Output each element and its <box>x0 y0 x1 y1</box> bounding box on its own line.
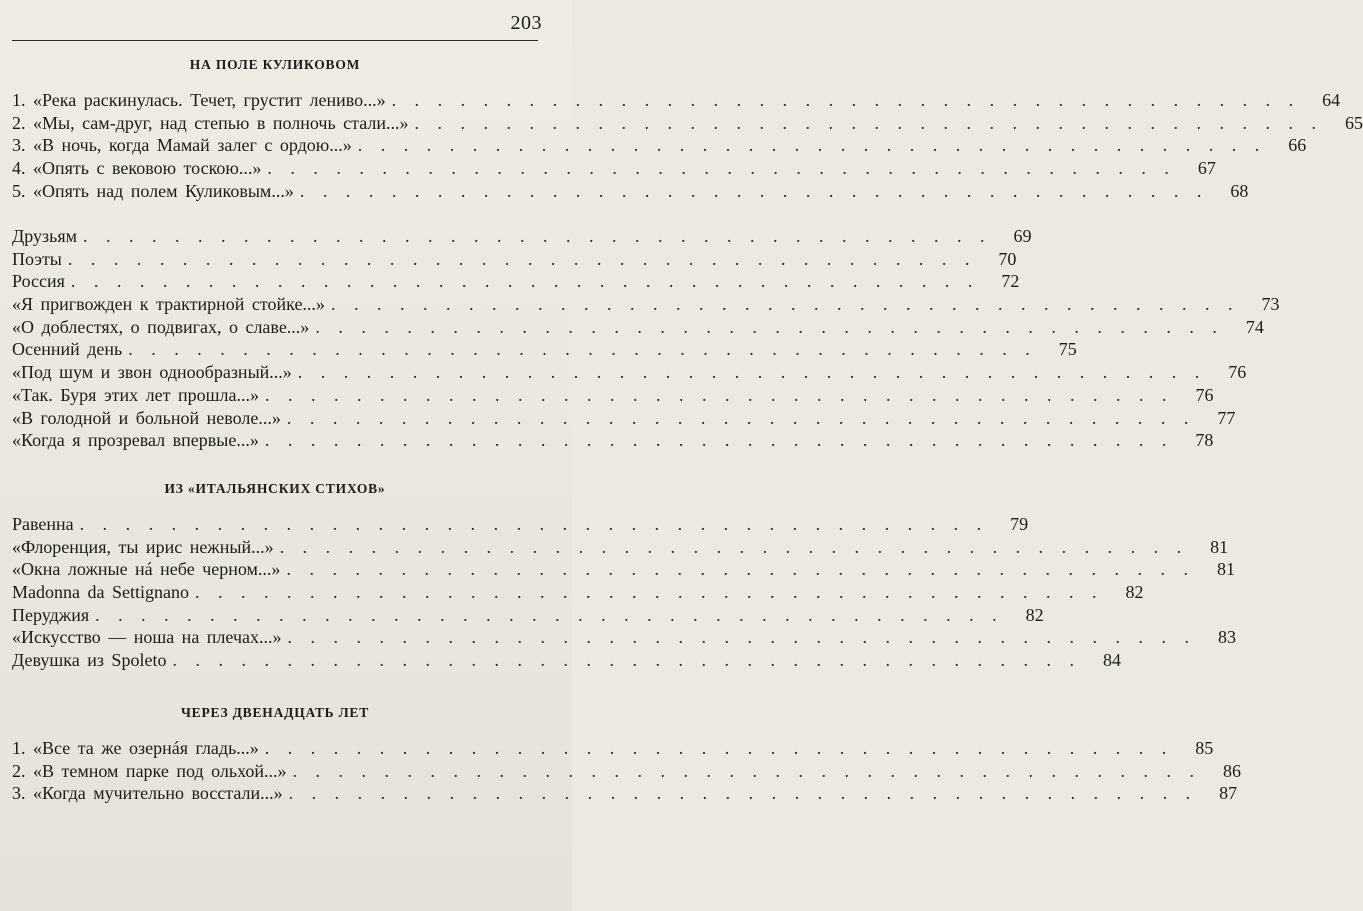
toc-entry-title: Поэты <box>12 248 62 269</box>
toc-entry-page: 64 <box>1322 90 1341 110</box>
toc-leader: . . . . . . . . . . . . . . . . . . . . . . . . . . . . . . . . . . . . . . . . <box>67 248 977 269</box>
toc-entry[interactable] <box>12 650 1121 673</box>
toc-entry-title: «О доблестях, о подвигах, о славе...» <box>12 316 310 337</box>
toc-entry-title: Равенна <box>12 514 74 534</box>
toc-list-kulikovo <box>12 90 1363 203</box>
toc-entry[interactable] <box>12 180 1249 204</box>
toc-entry-page: 79 <box>1010 514 1029 534</box>
toc-leader: . . . . . . . . . . . . . . . . . . . . . . . . . . . . . . . . . . . . . . . . <box>391 90 1301 110</box>
toc-entry-page: 70 <box>998 248 1017 269</box>
toc-entry-page: 76 <box>1228 362 1247 383</box>
toc-entry-page: 87 <box>1219 783 1238 804</box>
toc-leader: . . . . . . . . . . . . . . . . . . . . . . . . . . . . . . . . . . . . . . . . <box>264 384 1174 405</box>
toc-entry-title: «Искусство — ноша на плечах...» <box>12 627 282 648</box>
toc-entry-page: 68 <box>1230 180 1249 201</box>
toc-entry-title: Madonna da Settignano <box>12 582 189 603</box>
toc-entry[interactable] <box>12 627 1237 650</box>
toc-entry[interactable] <box>12 316 1264 340</box>
toc-leader: . . . . . . . . . . . . . . . . . . . . . . . . . . . . . . . . . . . . . . . . <box>287 627 1197 648</box>
toc-entry[interactable] <box>12 294 1280 317</box>
toc-entry[interactable] <box>12 760 1242 784</box>
toc-entry-page: 75 <box>1058 339 1077 360</box>
page-number: 203 <box>510 12 542 34</box>
toc-leader: . . . . . . . . . . . . . . . . . . . . . . . . . . . . . . . . . . . . . . . . <box>279 536 1189 557</box>
toc-leader: . . . . . . . . . . . . . . . . . . . . . . . . . . . . . . . . . . . . . . . . <box>299 180 1209 201</box>
toc-entry-page: 67 <box>1197 158 1216 179</box>
toc-entry-page: 83 <box>1218 627 1237 648</box>
toc-entry-title: 2. «Мы, сам-друг, над степью в полночь стали...» <box>12 112 409 133</box>
toc-entry[interactable] <box>12 430 1214 453</box>
toc-list-twelve-years <box>12 738 1242 806</box>
toc-entry-title: 1. «Река раскинулась. Течет, грустит лениво...» <box>12 90 386 110</box>
toc-entry[interactable] <box>12 384 1214 408</box>
toc-leader: . . . . . . . . . . . . . . . . . . . . . . . . . . . . . . . . . . . . . . . . <box>292 760 1202 781</box>
toc-leader: . . . . . . . . . . . . . . . . . . . . . . . . . . . . . . . . . . . . . . . . <box>264 430 1174 451</box>
toc-entry-title: «Я пригвожден к трактирной стойке...» <box>12 294 325 315</box>
toc-entry[interactable] <box>12 135 1307 158</box>
toc-entry-page: 82 <box>1125 582 1144 603</box>
toc-entry[interactable] <box>12 158 1216 181</box>
toc-entry-title: Перуджия <box>12 604 90 625</box>
toc-entry-title: Девушка из Spoleto <box>12 650 167 671</box>
toc-entry-title: «Когда я прозревал впервые...» <box>12 430 259 451</box>
toc-entry-page: 72 <box>1001 271 1020 292</box>
toc-entry[interactable] <box>12 248 1017 272</box>
toc-entry-title: 1. «Все та же озернáя гладь...» <box>12 738 259 758</box>
toc-entry-page: 76 <box>1195 384 1214 405</box>
toc-leader: . . . . . . . . . . . . . . . . . . . . . . . . . . . . . . . . . . . . . . . . <box>70 271 980 292</box>
toc-entry[interactable] <box>12 514 1029 537</box>
toc-entry-page: 78 <box>1195 430 1214 451</box>
toc-entry-page: 77 <box>1217 407 1236 428</box>
toc-entry[interactable] <box>12 362 1247 385</box>
toc-leader: . . . . . . . . . . . . . . . . . . . . . . . . . . . . . . . . . . . . . . . . <box>267 158 1176 179</box>
toc-leader: . . . . . . . . . . . . . . . . . . . . . . . . . . . . . . . . . . . . . . . . <box>357 135 1267 156</box>
toc-leader: . . . . . . . . . . . . . . . . . . . . . . . . . . . . . . . . . . . . . . . . <box>95 604 1004 625</box>
toc-entry-page: 74 <box>1245 316 1264 337</box>
toc-entry-title: 5. «Опять над полем Куликовым...» <box>12 180 294 201</box>
toc-entry-page: 73 <box>1261 294 1280 315</box>
toc-leader: . . . . . . . . . . . . . . . . . . . . . . . . . . . . . . . . . . . . . . . . <box>79 514 989 534</box>
toc-entry-title: «Под шум и звон однообразный...» <box>12 362 292 383</box>
toc-entry-title: 3. «В ночь, когда Мамай залег с ордою...» <box>12 135 352 156</box>
toc-entry-title: «Флоренция, ты ирис нежный...» <box>12 536 274 557</box>
toc-leader: . . . . . . . . . . . . . . . . . . . . . . . . . . . . . . . . . . . . . . . . <box>414 112 1324 133</box>
toc-leader: . . . . . . . . . . . . . . . . . . . . . . . . . . . . . . . . . . . . . . . . <box>172 650 1081 671</box>
toc-leader: . . . . . . . . . . . . . . . . . . . . . . . . . . . . . . . . . . . . . . . . <box>297 362 1207 383</box>
toc-entry[interactable] <box>12 559 1235 582</box>
toc-entry[interactable] <box>12 604 1044 628</box>
toc-entry[interactable] <box>12 536 1229 560</box>
toc-entry[interactable] <box>12 112 1363 136</box>
toc-entry-title: 2. «В темном парке под ольхой...» <box>12 760 287 781</box>
toc-leader: . . . . . . . . . . . . . . . . . . . . . . . . . . . . . . . . . . . . . . . . <box>286 559 1195 580</box>
toc-entry-title: Друзьям <box>12 226 78 246</box>
section-title-italian: ИЗ «ИТАЛЬЯНСКИХ СТИХОВ» <box>164 481 386 496</box>
toc-entry-title: «Окна ложные нá небе черном...» <box>12 559 281 580</box>
toc-leader: . . . . . . . . . . . . . . . . . . . . . . . . . . . . . . . . . . . . . . . . <box>83 226 992 246</box>
toc-entry-title: 3. «Когда мучительно восстали...» <box>12 783 283 804</box>
toc-entry-title: Россия <box>12 271 65 292</box>
toc-list-misc <box>12 226 1280 453</box>
header-rule <box>12 40 538 41</box>
toc-entry[interactable] <box>12 783 1238 806</box>
section-title-kulikovo: НА ПОЛЕ КУЛИКОВОМ <box>189 57 361 72</box>
section-title-twelve-years: ЧЕРЕЗ ДВЕНАДЦАТЬ ЛЕТ <box>180 705 370 720</box>
toc-entry-page: 85 <box>1195 738 1214 758</box>
toc-entry-title: «Так. Буря этих лет прошла...» <box>12 384 259 405</box>
toc-entry-page: 86 <box>1223 760 1242 781</box>
toc-entry[interactable] <box>12 339 1077 362</box>
toc-leader: . . . . . . . . . . . . . . . . . . . . . . . . . . . . . . . . . . . . . . . . <box>264 738 1174 758</box>
toc-entry[interactable] <box>12 271 1020 294</box>
toc-entry-title: 4. «Опять с вековою тоскою...» <box>12 158 262 179</box>
toc-entry[interactable] <box>12 226 1032 249</box>
toc-leader: . . . . . . . . . . . . . . . . . . . . . . . . . . . . . . . . . . . . . . . . <box>315 316 1224 337</box>
toc-entry[interactable] <box>12 90 1341 113</box>
toc-leader: . . . . . . . . . . . . . . . . . . . . . . . . . . . . . . . . . . . . . . . . <box>288 783 1198 804</box>
toc-entry-page: 81 <box>1210 536 1229 557</box>
toc-entry-page: 82 <box>1025 604 1044 625</box>
toc-entry-page: 66 <box>1288 135 1307 156</box>
toc-entry-page: 69 <box>1013 226 1032 246</box>
toc-leader: . . . . . . . . . . . . . . . . . . . . . . . . . . . . . . . . . . . . . . . . <box>286 407 1196 428</box>
toc-entry[interactable] <box>12 582 1144 605</box>
toc-entry-page: 81 <box>1216 559 1235 580</box>
toc-entry-page: 65 <box>1345 112 1363 133</box>
toc-list-italian <box>12 514 1237 673</box>
toc-entry[interactable] <box>12 407 1236 431</box>
toc-leader: . . . . . . . . . . . . . . . . . . . . . . . . . . . . . . . . . . . . . . . . <box>330 294 1240 315</box>
toc-entry-title: Осенний день <box>12 339 123 360</box>
toc-entry[interactable] <box>12 738 1214 761</box>
toc-entry-title: «В голодной и больной неволе...» <box>12 407 281 428</box>
toc-leader: . . . . . . . . . . . . . . . . . . . . . . . . . . . . . . . . . . . . . . . . <box>128 339 1037 360</box>
toc-leader: . . . . . . . . . . . . . . . . . . . . . . . . . . . . . . . . . . . . . . . . <box>194 582 1104 603</box>
toc-entry-page: 84 <box>1102 650 1121 671</box>
